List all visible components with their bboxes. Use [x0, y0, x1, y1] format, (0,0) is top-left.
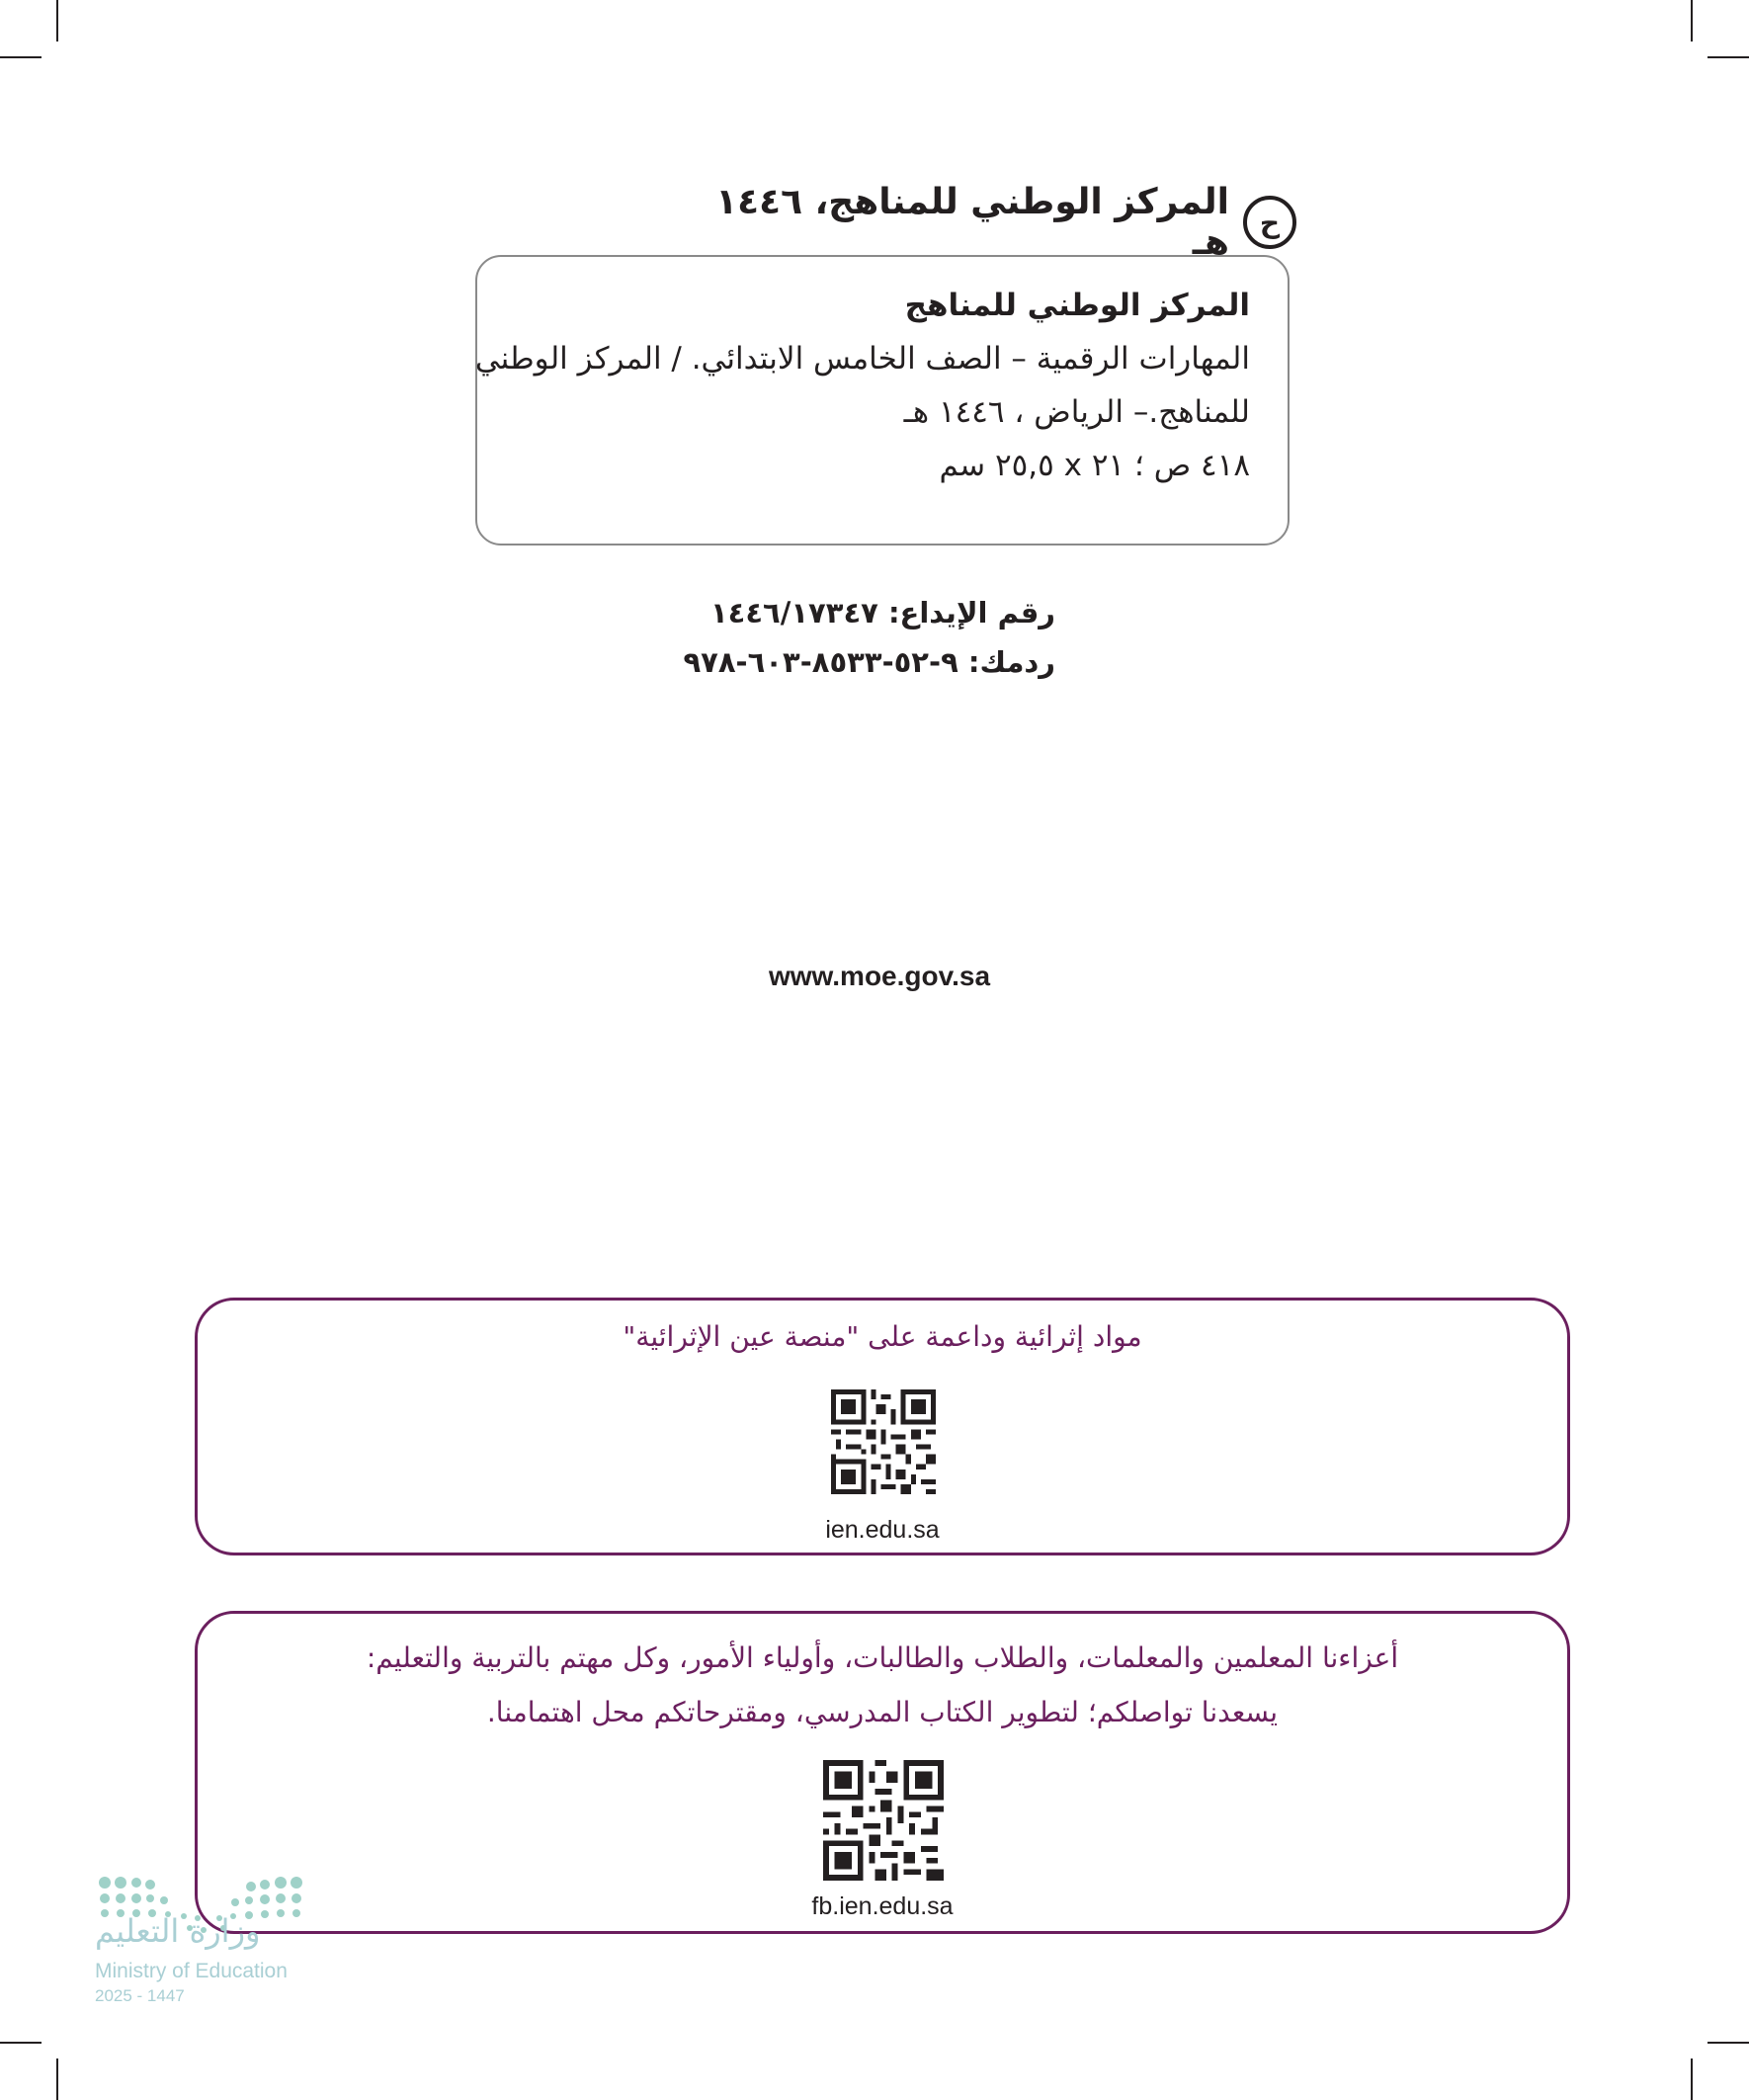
catalog-author: المركز الوطني للمناهج — [904, 288, 1250, 323]
crop-mark — [0, 56, 42, 58]
crop-mark — [1707, 2042, 1749, 2044]
catalog-pages: ٤١٨ ص ؛ ٢١ x ٢٥,٥ سم — [939, 448, 1250, 483]
copyright-line — [692, 182, 1296, 263]
copyright-icon: ح — [1243, 196, 1296, 249]
website-link[interactable]: www.moe.gov.sa — [768, 961, 991, 991]
crop-mark — [1691, 2058, 1693, 2100]
catalog-publisher: للمناهج.– الرياض ، ١٤٤٦ هـ — [903, 394, 1250, 430]
feedback-url[interactable]: fb.ien.edu.sa — [811, 1892, 954, 1920]
ministry-logo-arabic: وزارة التعليم — [95, 1912, 261, 1950]
feedback-box — [195, 1611, 1570, 1934]
deposit-number: رقم الإيداع: ١٤٤٦/١٧٣٤٧ — [709, 596, 1055, 630]
feedback-line-1: أعزاءنا المعلمين والمعلمات، والطلاب والطالبات، وأولياء الأمور، وكل مهتم بالتربية والتعليم: — [366, 1641, 1399, 1674]
copyright-text: المركز الوطني للمناهج، ١٤٤٦ هـ — [715, 182, 1229, 263]
catalog-title: المهارات الرقمية – الصف الخامس الابتدائي. / المركز الوطني — [474, 341, 1250, 377]
ien-platform-box — [195, 1298, 1570, 1555]
ien-heading: مواد إثرائية وداعمة على "منصة عين الإثرائية" — [623, 1320, 1142, 1353]
crop-mark — [0, 2042, 42, 2044]
crop-mark — [1691, 0, 1693, 42]
isbn: ردمك: ٩-٥٢-٨٥٣٣-٦٠٣-٩٧٨ — [683, 645, 1055, 679]
ien-url[interactable]: ien.edu.sa — [825, 1516, 940, 1544]
crop-mark — [56, 2058, 58, 2100]
ministry-logo-english: Ministry of Education — [95, 1960, 288, 1982]
feedback-line-2: يسعدنا تواصلكم؛ لتطوير الكتاب المدرسي، ومقترحاتكم محل اهتمامنا. — [486, 1696, 1279, 1728]
cataloging-box — [475, 255, 1290, 546]
crop-mark — [56, 0, 58, 42]
deposit-info — [683, 588, 1055, 687]
ministry-logo-year: 2025 - 1447 — [95, 1986, 185, 2005]
crop-mark — [1707, 56, 1749, 58]
ien-qr-code[interactable] — [831, 1389, 936, 1494]
feedback-qr-code[interactable] — [823, 1760, 944, 1881]
